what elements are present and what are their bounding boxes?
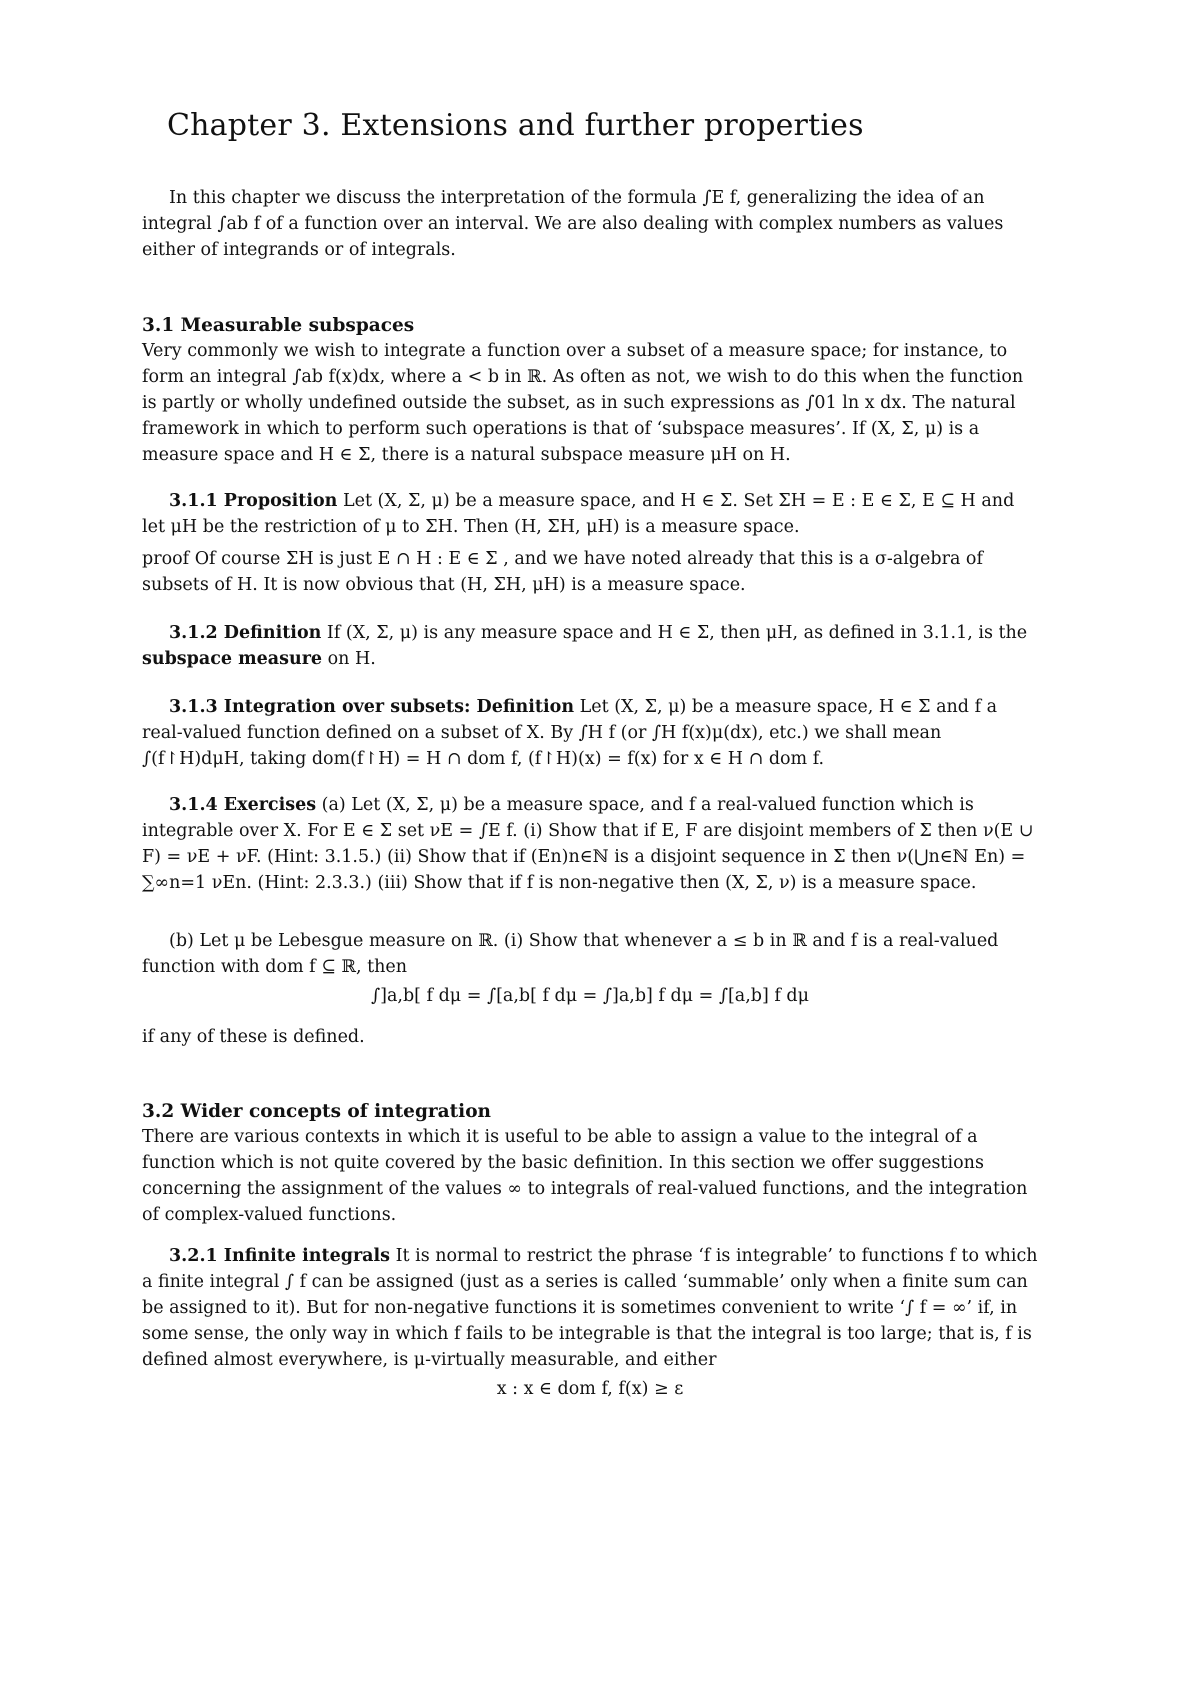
section-heading-3-2: 3.2 Wider concepts of integration [142,1101,491,1122]
proposition-text: Let (X, Σ, μ) be a measure space, and H ∈ Σ. Set ΣH = E : E ∈ Σ, E ⊆ H and let μH be the restriction of μ to ΣH. Then (H, ΣH, μH) is a measure space. [142,491,1015,537]
proof-label: proof [142,549,190,569]
definition-term: subspace measure [142,649,323,669]
definition-label: 3.1.2 Definition [169,623,322,643]
proof-paragraph [142,546,1038,598]
exercises-tail: if any of these is defined. [142,1027,365,1047]
definition-text: Let (X, Σ, μ) be a measure space, H ∈ Σ and f a real-valued function defined on a subset of X. By ∫H f (or ∫H f(x)μ(dx), etc.) we shall mean ∫(f↾H)dμH, taking dom(f↾H) = H ∩ dom f, (f↾H)(x) = f(x) for x ∈ H ∩ dom f. [142,697,998,769]
definition-3-1-2 [142,620,1038,672]
section-heading-3-1: 3.1 Measurable subspaces [142,315,415,336]
exercises-label: 3.1.4 Exercises [169,795,317,815]
section-3-2-body: There are various contexts in which it is useful to be able to assign a value to the integral of a function which is not quite covered by the basic definition. In this section we offer suggestions concerning the assignment of the values ∞ to integrals of real-valued functions, and the integration of complex-valued functions. [142,1127,1028,1225]
infinite-integrals-text: It is normal to restrict the phrase ‘f is integrable’ to functions f to which a finite integral ∫ f can be assigned (just as a series is called ‘summable’ only when a finite sum can be assigned to it). But for non-negative functions it is sometimes convenient to write ‘∫ f = ∞’ if, in some sense, the only way in which f fails to be integrable is that the integral is too large; that is, f is defined almost everywhere, is μ-virtually measurable, and either [142,1246,1038,1370]
definition-tail: on H. [327,649,376,669]
exercises-3-1-4b: (b) Let μ be Lebesgue measure on ℝ. (i) Show that whenever a ≤ b in ℝ and f is a real-valued function with dom f ⊆ ℝ, then [142,931,999,977]
infinite-integrals-label: 3.2.1 Infinite integrals [169,1246,391,1266]
proposition-label: 3.1.1 Proposition [169,491,338,511]
proof-text: Of course ΣH is just E ∩ H : E ∈ Σ , and we have noted already that this is a σ-algebra of subsets of H. It is now obvious that (H, ΣH, μH) is a measure space. [142,549,983,595]
section-3-1-body: Very commonly we wish to integrate a function over a subset of a measure space; for instance, to form an integral ∫ab f(x)dx, where a < b in ℝ. As often as not, we wish to do this when the function is partly or wholly undefined outside the subset, as in such expressions as ∫01 ln x dx. The natural framework in which to perform such operations is that of ‘subspace measures’. If (X, Σ, μ) is a measure space and H ∈ Σ, there is a natural subspace measure μH on H. [142,341,1024,465]
proposition-3-1-1 [142,488,1038,540]
definition-3-1-3 [142,694,1038,772]
intro-paragraph: In this chapter we discuss the interpretation of the formula ∫E f, generalizing the idea of an integral ∫ab f of a function over an interval. We are also dealing with complex numbers as values either of integrands or of integrals. [142,188,1004,260]
infinite-integrals-3-2-1 [142,1243,1038,1373]
chapter-title: Chapter 3. Extensions and further properties [167,108,864,143]
exercises-3-1-4a [142,792,1038,896]
exercises-text: (a) Let (X, Σ, μ) be a measure space, and f a real-valued function which is integrable over X. For E ∈ Σ set νE = ∫E f. (i) Show that if E, F are disjoint members of Σ then ν(E ∪ F) = νE + νF. (Hint: 3.1.5.) (ii) Show that if (En)n∈ℕ is a disjoint sequence in Σ then ν(⋃n∈ℕ En) = ∑∞n=1 νEn. (Hint: 2.3.3.) (iii) Show that if f is non-negative then (X, Σ, ν) is a measure space. [142,795,1034,893]
definition-text: If (X, Σ, μ) is any measure space and H ∈ Σ, then μH, as defined in 3.1.1, is the [326,623,1028,643]
definition-label: 3.1.3 Integration over subsets: Definition [169,697,575,717]
display-set: x : x ∈ dom f, f(x) ≥ ε [496,1379,684,1399]
display-equation: ∫]a,b[ f dμ = ∫[a,b[ f dμ = ∫]a,b] f dμ = ∫[a,b] f dμ [371,986,809,1006]
